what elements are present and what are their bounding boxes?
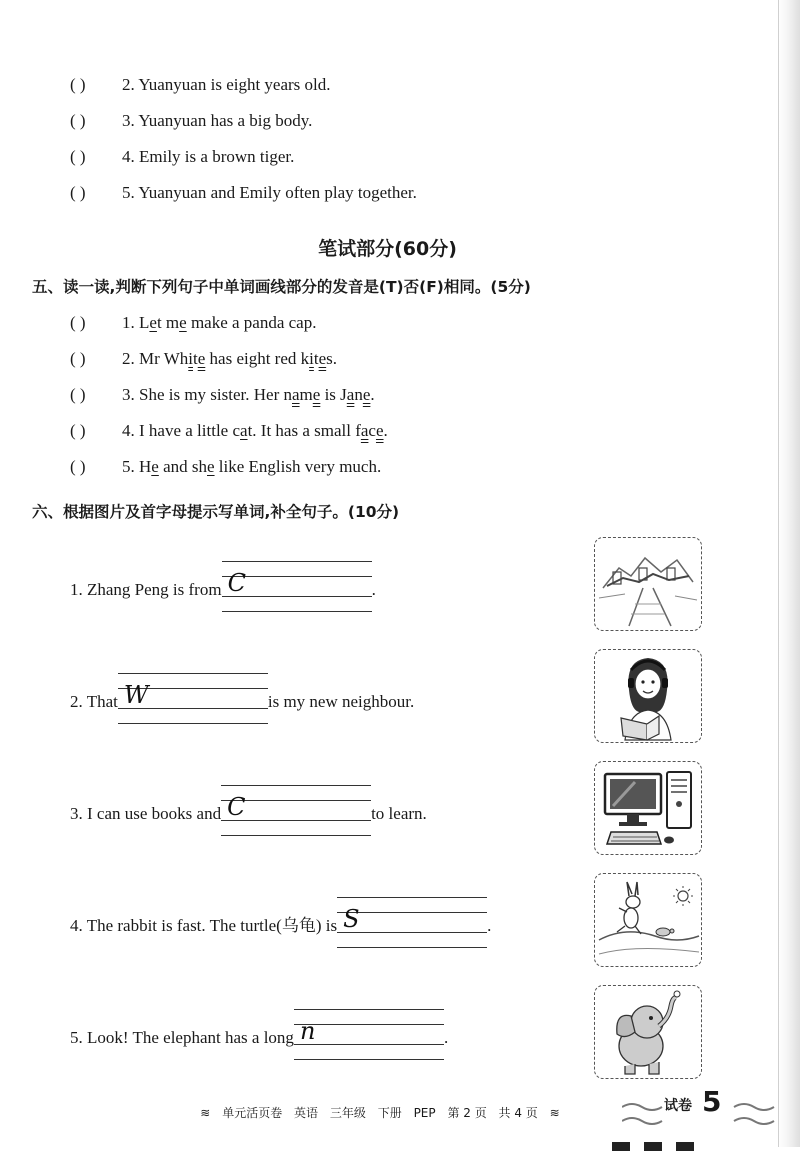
answer-parenthesis[interactable]: ( ) bbox=[70, 111, 86, 130]
answer-blank[interactable] bbox=[294, 1017, 444, 1048]
question-text: 1. Let me make a panda cap. bbox=[122, 313, 317, 332]
test-number: 5 bbox=[702, 1085, 722, 1118]
question-text: 5. Yuanyuan and Emily often play together. bbox=[122, 183, 417, 202]
computer-picture bbox=[594, 761, 702, 855]
list-item bbox=[70, 454, 381, 480]
hint-letter: n bbox=[299, 1017, 316, 1045]
total-pages: 共 4 页 bbox=[498, 1106, 538, 1120]
question-text: 4. Emily is a brown tiger. bbox=[122, 147, 295, 166]
answer-parenthesis[interactable]: ( ) bbox=[70, 349, 86, 368]
fill-item: 2. That W is my new neighbour. bbox=[70, 686, 414, 712]
rabbit-turtle-picture bbox=[594, 873, 702, 967]
list-item bbox=[70, 144, 294, 170]
list-item bbox=[70, 108, 312, 134]
list-item bbox=[70, 180, 417, 206]
subject: 英语 bbox=[294, 1106, 319, 1120]
fill-item: 1. Zhang Peng is from C . bbox=[70, 574, 376, 600]
test-number-badge bbox=[622, 1085, 778, 1137]
fill-item: 5. Look! The elephant has a long n . bbox=[70, 1022, 448, 1048]
answer-parenthesis[interactable]: ( ) bbox=[70, 147, 86, 166]
hint-letter: C bbox=[227, 793, 246, 821]
edition: PEP bbox=[413, 1106, 436, 1120]
question-text: 2. Mr White has eight red kites. bbox=[122, 349, 338, 368]
hint-letter: C bbox=[227, 569, 246, 597]
section-title: 笔试部分(60分) bbox=[318, 238, 457, 260]
wave-icon: ≋ bbox=[200, 1106, 211, 1120]
section-6-heading: 六、根据图片及首字母提示写单词,补全句子。(10分) bbox=[32, 503, 400, 521]
elephant-picture bbox=[594, 985, 702, 1079]
answer-parenthesis[interactable]: ( ) bbox=[70, 313, 86, 332]
question-text: 2. Yuanyuan is eight years old. bbox=[122, 75, 331, 94]
answer-blank[interactable] bbox=[337, 905, 487, 936]
series-name: 单元活页卷 bbox=[222, 1106, 283, 1120]
answer-parenthesis[interactable]: ( ) bbox=[70, 183, 86, 202]
question-text: 5. He and she like English very much. bbox=[122, 457, 382, 476]
list-item bbox=[70, 382, 375, 408]
wave-decoration-icon bbox=[622, 1091, 778, 1137]
grade: 三年级 bbox=[329, 1106, 366, 1120]
answer-parenthesis[interactable]: ( ) bbox=[70, 385, 86, 404]
list-item bbox=[70, 346, 337, 372]
list-item bbox=[70, 418, 388, 444]
girl-reading-picture bbox=[594, 649, 702, 743]
test-label: 试卷 bbox=[664, 1098, 692, 1114]
page-edge bbox=[778, 0, 800, 1147]
answer-blank[interactable] bbox=[222, 569, 372, 600]
fill-item: 3. I can use books and C to learn. bbox=[70, 798, 427, 824]
answer-parenthesis[interactable]: ( ) bbox=[70, 457, 86, 476]
page-info: 第 2 页 bbox=[447, 1106, 487, 1120]
hint-letter: W bbox=[123, 681, 149, 709]
hint-letter: S bbox=[343, 905, 360, 933]
answer-blank[interactable] bbox=[118, 681, 268, 712]
answer-blank[interactable] bbox=[221, 793, 371, 824]
question-text: 3. She is my sister. Her name is Jane. bbox=[122, 385, 375, 404]
answer-parenthesis[interactable]: ( ) bbox=[70, 75, 86, 94]
fill-item: 4. The rabbit is fast. The turtle(乌龟) is S . bbox=[70, 910, 491, 936]
section-5-heading: 五、读一读,判断下列句子中单词画线部分的发音是(T)否(F)相同。(5分) bbox=[32, 278, 531, 296]
great-wall-picture bbox=[594, 537, 702, 631]
registration-marks bbox=[612, 1138, 708, 1156]
list-item bbox=[70, 72, 331, 98]
volume: 下册 bbox=[377, 1106, 402, 1120]
question-text: 4. I have a little cat. It has a small face. bbox=[122, 421, 388, 440]
list-item bbox=[70, 310, 316, 336]
wave-icon: ≋ bbox=[549, 1106, 560, 1120]
question-text: 3. Yuanyuan has a big body. bbox=[122, 111, 313, 130]
answer-parenthesis[interactable]: ( ) bbox=[70, 421, 86, 440]
